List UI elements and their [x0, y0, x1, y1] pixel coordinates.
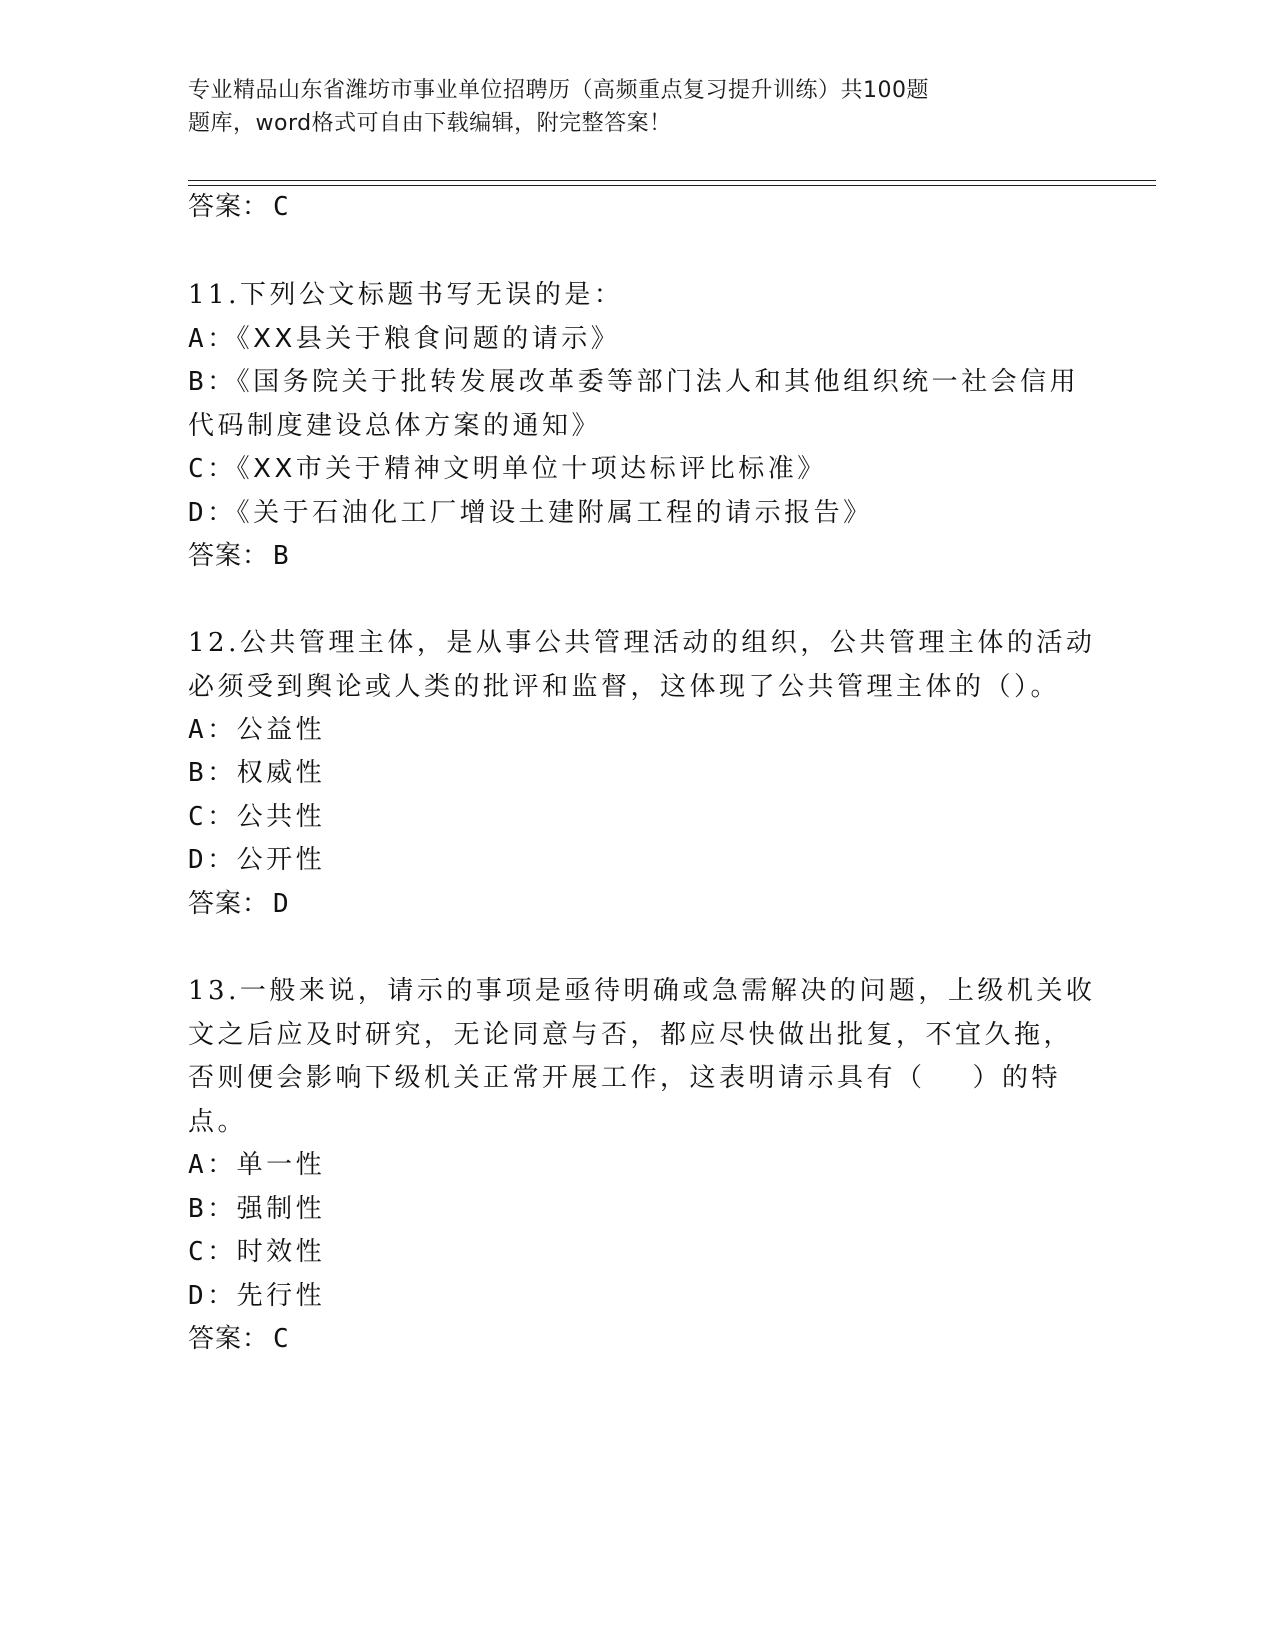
- option-text: 时效性: [236, 1237, 326, 1267]
- option-a: [188, 709, 325, 746]
- option-key: B：: [188, 367, 237, 397]
- option-c: [188, 1231, 325, 1268]
- answer-line: [188, 186, 290, 223]
- option-b: [188, 1188, 325, 1225]
- option-text: 公开性: [236, 845, 326, 875]
- option-key: B：: [188, 758, 237, 788]
- option-key: A：: [188, 1150, 237, 1180]
- option-d: [188, 1275, 325, 1312]
- option-text: 《国务院关于批转发展改革委等部门法人和其他组织统一社会信用: [236, 367, 1080, 397]
- answer-label: 答案：: [188, 1324, 270, 1354]
- option-key: D：: [188, 498, 237, 528]
- option-text: 单一性: [236, 1150, 326, 1180]
- option-b-continued: 代码制度建设总体方案的通知》: [188, 411, 602, 441]
- option-key: D：: [188, 845, 237, 875]
- option-text: 权威性: [236, 758, 326, 788]
- header-divider: [188, 180, 1156, 181]
- answer-value: D: [273, 889, 290, 919]
- question-stem-continued: 否则便会影响下级机关正常开展工作，这表明请示具有（ ）的特: [188, 1063, 1062, 1093]
- header-line-1: 专业精品山东省潍坊市事业单位招聘历（高频重点复习提升训练）共100题: [188, 78, 929, 103]
- option-c: [188, 796, 325, 833]
- answer-label: 答案：: [188, 541, 270, 571]
- question-stem: 13.一般来说，请示的事项是亟待明确或急需解决的问题，上级机关收: [188, 976, 1096, 1006]
- question-stem-continued: 文之后应及时研究，无论同意与否，都应尽快做出批复，不宜久拖，: [188, 1020, 1074, 1050]
- option-d: [188, 839, 325, 876]
- question-stem: 11.下列公文标题书写无误的是：: [188, 280, 624, 310]
- answer-line: [188, 1318, 290, 1355]
- option-b: [188, 752, 325, 789]
- option-key: B：: [188, 1194, 237, 1224]
- option-key: C：: [188, 1237, 237, 1267]
- answer-label: 答案：: [188, 889, 270, 919]
- question-stem-continued: 点。: [188, 1107, 248, 1137]
- answer-value: B: [273, 541, 290, 571]
- option-text: 《关于石油化工厂增设土建附属工程的请示报告》: [236, 498, 873, 528]
- option-key: D：: [188, 1281, 237, 1311]
- option-text: 《XX县关于粮食问题的请示》: [236, 324, 621, 354]
- option-c: [188, 448, 827, 485]
- option-text: 《XX市关于精神文明单位十项达标评比标准》: [236, 454, 827, 484]
- option-d: [188, 492, 873, 529]
- option-text: 公共性: [236, 802, 326, 832]
- option-a: [188, 1144, 325, 1181]
- option-key: A：: [188, 715, 237, 745]
- answer-line: [188, 883, 290, 920]
- answer-value: C: [273, 192, 290, 222]
- option-text: 公益性: [236, 715, 326, 745]
- option-text: 强制性: [236, 1194, 326, 1224]
- option-a: [188, 318, 620, 355]
- answer-line: [188, 535, 290, 572]
- header-divider-secondary: [188, 185, 1156, 186]
- question-stem-continued: 必须受到舆论或人类的批评和监督，这体现了公共管理主体的（）。: [188, 672, 1061, 702]
- option-key: C：: [188, 454, 237, 484]
- header-line-2: 题库，word格式可自由下载编辑，附完整答案！: [188, 111, 672, 136]
- question-stem: 12.公共管理主体，是从事公共管理活动的组织，公共管理主体的活动: [188, 628, 1096, 658]
- option-key: C：: [188, 802, 237, 832]
- answer-value: C: [273, 1324, 290, 1354]
- option-key: A：: [188, 324, 237, 354]
- answer-label: 答案：: [188, 192, 270, 222]
- option-b: [188, 361, 1079, 398]
- page-header: [188, 74, 1028, 140]
- option-text: 先行性: [236, 1281, 326, 1311]
